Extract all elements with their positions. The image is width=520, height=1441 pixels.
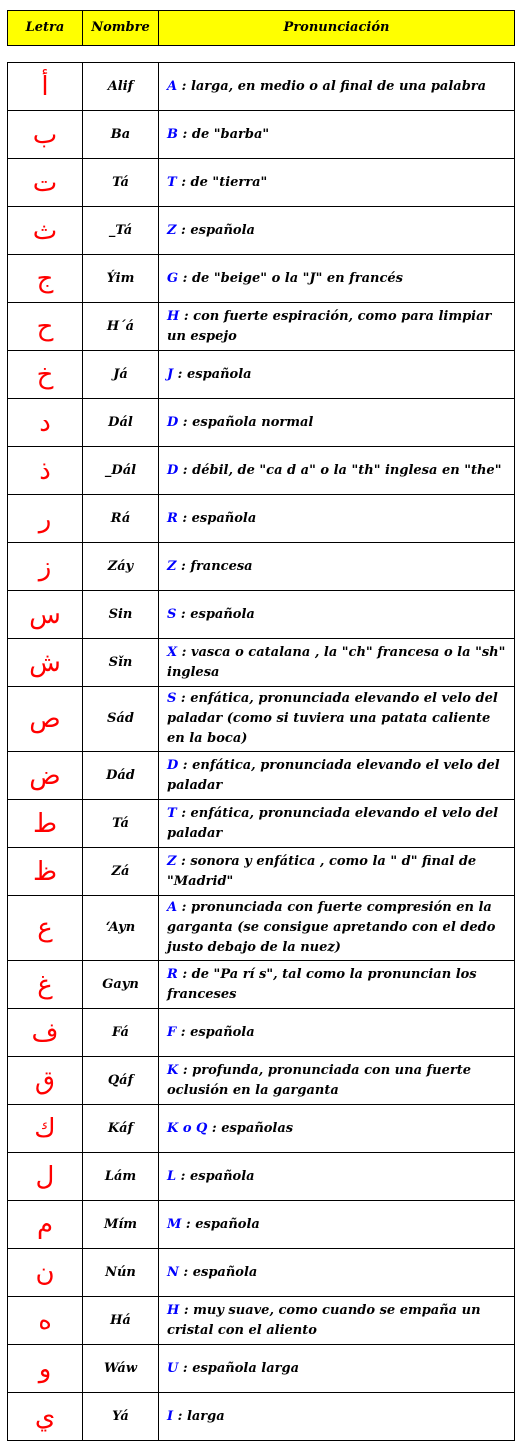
arabic-letter: ح bbox=[8, 303, 83, 351]
table-row bbox=[8, 63, 515, 111]
pronunciation-cell bbox=[159, 1249, 515, 1297]
pronunciation-cell bbox=[159, 159, 515, 207]
pronunciation-text: : española bbox=[176, 222, 255, 238]
arabic-letter: ج bbox=[8, 255, 83, 303]
pronunciation-text: : profunda, pronunciada con una fuerte oclusión en la garganta bbox=[167, 1062, 471, 1098]
pronunciation-letter: T bbox=[167, 174, 177, 190]
table-row bbox=[8, 800, 515, 848]
pronunciation-cell bbox=[159, 752, 515, 800]
pronunciation-text: : de "barba" bbox=[178, 126, 270, 142]
pronunciation-text: : muy suave, como cuando se empaña un cristal con el aliento bbox=[167, 1302, 481, 1338]
pronunciation-letter: D bbox=[167, 757, 179, 773]
pronunciation-cell bbox=[159, 255, 515, 303]
arabic-letter: ذ bbox=[8, 447, 83, 495]
pronunciation-cell bbox=[159, 1057, 515, 1105]
pronunciation-text: : pronunciada con fuerte compresión en la garganta (se consigue apretando con el dedo justo debajo de la nuez) bbox=[167, 900, 496, 955]
table-row bbox=[8, 1393, 515, 1441]
letter-name: Ýim bbox=[83, 255, 159, 303]
pronunciation-cell bbox=[159, 1201, 515, 1249]
header-pronunciacion: Pronunciación bbox=[159, 11, 515, 46]
pronunciation-text: : con fuerte espiración, como para limpiar un espejo bbox=[167, 308, 492, 344]
pronunciation-letter: S bbox=[167, 606, 177, 622]
pronunciation-letter: M bbox=[167, 1216, 182, 1232]
arabic-letter: أ bbox=[8, 63, 83, 111]
pronunciation-letter: H bbox=[167, 308, 180, 324]
pronunciation-cell bbox=[159, 1345, 515, 1393]
arabic-letter: ق bbox=[8, 1057, 83, 1105]
letter-name: Rá bbox=[83, 495, 159, 543]
pronunciation-text: : española larga bbox=[178, 1360, 300, 1376]
table-row bbox=[8, 961, 515, 1009]
pronunciation-text: : enfática, pronunciada elevando el velo del paladar bbox=[167, 805, 499, 841]
table-row bbox=[8, 1297, 515, 1345]
letter-name: Sin bbox=[83, 591, 159, 639]
arabic-letter: ب bbox=[8, 111, 83, 159]
letter-name: Já bbox=[83, 351, 159, 399]
pronunciation-letter: Z bbox=[167, 558, 177, 574]
letter-name: H´á bbox=[83, 303, 159, 351]
arabic-letter: ع bbox=[8, 896, 83, 961]
pronunciation-cell bbox=[159, 1009, 515, 1057]
pronunciation-letter: J bbox=[167, 366, 174, 382]
table-row bbox=[8, 1249, 515, 1297]
pronunciation-text: : de "Pa rí s", tal como la pronuncian los franceses bbox=[167, 966, 477, 1002]
pronunciation-text: : española bbox=[176, 1024, 255, 1040]
letter-name: _Tá bbox=[83, 207, 159, 255]
letter-name: Sǐn bbox=[83, 639, 159, 687]
table-row bbox=[8, 447, 515, 495]
pronunciation-text: : sonora y enfática , como la " d" final de "Madrid" bbox=[167, 853, 477, 889]
pronunciation-letter: I bbox=[167, 1408, 174, 1424]
letter-name: Mím bbox=[83, 1201, 159, 1249]
pronunciation-cell bbox=[159, 1153, 515, 1201]
pronunciation-letter: Z bbox=[167, 222, 177, 238]
pronunciation-text: : vasca o catalana , la "ch" francesa o la "sh" inglesa bbox=[167, 644, 506, 680]
letter-name: Záy bbox=[83, 543, 159, 591]
pronunciation-letter: L bbox=[167, 1168, 177, 1184]
table-row bbox=[8, 543, 515, 591]
pronunciation-letter: X bbox=[167, 644, 178, 660]
arabic-letter: م bbox=[8, 1201, 83, 1249]
pronunciation-letter: S bbox=[167, 691, 177, 706]
letter-name: Wáw bbox=[83, 1345, 159, 1393]
pronunciation-text: : de "tierra" bbox=[176, 174, 268, 190]
table-row bbox=[8, 1057, 515, 1105]
letter-name: Yá bbox=[83, 1393, 159, 1441]
table-row bbox=[8, 399, 515, 447]
pronunciation-cell bbox=[159, 1105, 515, 1153]
pronunciation-cell bbox=[159, 543, 515, 591]
header-row bbox=[8, 11, 515, 46]
header-nombre: Nombre bbox=[83, 11, 159, 46]
letter-name: Qáf bbox=[83, 1057, 159, 1105]
alphabet-table-body bbox=[8, 63, 515, 1441]
table-row bbox=[8, 1009, 515, 1057]
pronunciation-letter: U bbox=[167, 1360, 179, 1376]
pronunciation-text: : española bbox=[177, 510, 257, 526]
pronunciation-cell bbox=[159, 63, 515, 111]
pronunciation-letter: D bbox=[167, 414, 179, 430]
pronunciation-cell bbox=[159, 591, 515, 639]
letter-name: Káf bbox=[83, 1105, 159, 1153]
pronunciation-letter: H bbox=[167, 1302, 180, 1318]
pronunciation-text: : francesa bbox=[176, 558, 253, 574]
arabic-letter: ط bbox=[8, 800, 83, 848]
pronunciation-cell bbox=[159, 447, 515, 495]
arabic-letter: ن bbox=[8, 1249, 83, 1297]
pronunciation-cell bbox=[159, 351, 515, 399]
pronunciation-text: : española bbox=[173, 366, 252, 382]
pronunciation-text: : larga, en medio o al final de una palabra bbox=[177, 78, 487, 94]
pronunciation-letter: B bbox=[167, 126, 178, 142]
header-letra: Letra bbox=[8, 11, 83, 46]
letter-name: Alif bbox=[83, 63, 159, 111]
arabic-letter: غ bbox=[8, 961, 83, 1009]
table-row bbox=[8, 1105, 515, 1153]
pronunciation-letter: A bbox=[167, 78, 178, 94]
arabic-letter: س bbox=[8, 591, 83, 639]
table-row bbox=[8, 111, 515, 159]
pronunciation-cell bbox=[159, 687, 515, 752]
pronunciation-letter: N bbox=[167, 1264, 179, 1280]
pronunciation-letter: F bbox=[167, 1024, 177, 1040]
table-row bbox=[8, 495, 515, 543]
arabic-letter: ش bbox=[8, 639, 83, 687]
table-row bbox=[8, 591, 515, 639]
letter-name: _Dál bbox=[83, 447, 159, 495]
pronunciation-cell bbox=[159, 1393, 515, 1441]
pronunciation-text: : española normal bbox=[178, 414, 314, 430]
pronunciation-text: : española bbox=[178, 1264, 258, 1280]
letter-name: Ba bbox=[83, 111, 159, 159]
pronunciation-cell bbox=[159, 207, 515, 255]
letter-name: Lám bbox=[83, 1153, 159, 1201]
letter-name: Sád bbox=[83, 687, 159, 752]
pronunciation-letter: A bbox=[167, 900, 178, 915]
arabic-letter: د bbox=[8, 399, 83, 447]
table-row bbox=[8, 896, 515, 961]
table-row bbox=[8, 207, 515, 255]
pronunciation-cell bbox=[159, 848, 515, 896]
pronunciation-letter: Z bbox=[167, 853, 177, 869]
letter-name: Nún bbox=[83, 1249, 159, 1297]
table-row bbox=[8, 1201, 515, 1249]
pronunciation-text: : débil, de "ca d a" o la "th" inglesa en "the" bbox=[178, 462, 502, 478]
arabic-letter: ك bbox=[8, 1105, 83, 1153]
pronunciation-letter: G bbox=[167, 270, 179, 286]
letter-name: Gayn bbox=[83, 961, 159, 1009]
arabic-letter: ف bbox=[8, 1009, 83, 1057]
table-row bbox=[8, 639, 515, 687]
arabic-letter: ر bbox=[8, 495, 83, 543]
alphabet-table bbox=[7, 62, 515, 1441]
pronunciation-text: : española bbox=[176, 606, 255, 622]
letter-name: Há bbox=[83, 1297, 159, 1345]
letter-name: Dád bbox=[83, 752, 159, 800]
table-row bbox=[8, 687, 515, 752]
table-row bbox=[8, 1153, 515, 1201]
pronunciation-cell bbox=[159, 639, 515, 687]
table-header bbox=[7, 10, 515, 46]
arabic-letter: ص bbox=[8, 687, 83, 752]
arabic-letter: ض bbox=[8, 752, 83, 800]
pronunciation-cell bbox=[159, 111, 515, 159]
pronunciation-cell bbox=[159, 1297, 515, 1345]
table-row bbox=[8, 752, 515, 800]
arabic-letter: ه bbox=[8, 1297, 83, 1345]
arabic-letter: ظ bbox=[8, 848, 83, 896]
pronunciation-text: : de "beige" o la "J" en francés bbox=[178, 270, 403, 286]
arabic-letter: ت bbox=[8, 159, 83, 207]
arabic-letter: ل bbox=[8, 1153, 83, 1201]
pronunciation-cell bbox=[159, 495, 515, 543]
letter-name: Tá bbox=[83, 159, 159, 207]
table-row bbox=[8, 351, 515, 399]
pronunciation-text: : larga bbox=[173, 1408, 225, 1424]
pronunciation-text: : enfática, pronunciada elevando el velo del paladar (como si tuviera una patata caliente en la boca) bbox=[167, 691, 498, 746]
pronunciation-text: : enfática, pronunciada elevando el velo del paladar bbox=[167, 757, 500, 793]
pronunciation-letter: R bbox=[167, 510, 178, 526]
pronunciation-cell bbox=[159, 303, 515, 351]
pronunciation-cell bbox=[159, 961, 515, 1009]
arabic-letter: ث bbox=[8, 207, 83, 255]
letter-name: ‘Ayn bbox=[83, 896, 159, 961]
arabic-letter: خ bbox=[8, 351, 83, 399]
pronunciation-cell bbox=[159, 399, 515, 447]
pronunciation-letter: T bbox=[167, 805, 177, 821]
letter-name: Zá bbox=[83, 848, 159, 896]
table-row bbox=[8, 159, 515, 207]
pronunciation-cell bbox=[159, 896, 515, 961]
pronunciation-text: : española bbox=[181, 1216, 260, 1232]
pronunciation-letter: D bbox=[167, 462, 179, 478]
pronunciation-letter: K bbox=[167, 1062, 179, 1078]
letter-name: Tá bbox=[83, 800, 159, 848]
table-row bbox=[8, 255, 515, 303]
pronunciation-letter: K o Q bbox=[167, 1120, 208, 1136]
arabic-letter: و bbox=[8, 1345, 83, 1393]
arabic-letter: ي bbox=[8, 1393, 83, 1441]
table-row bbox=[8, 1345, 515, 1393]
table-row bbox=[8, 303, 515, 351]
arabic-letter: ز bbox=[8, 543, 83, 591]
letter-name: Dál bbox=[83, 399, 159, 447]
pronunciation-letter: R bbox=[167, 966, 178, 982]
pronunciation-text: : española bbox=[176, 1168, 255, 1184]
letter-name: Fá bbox=[83, 1009, 159, 1057]
pronunciation-cell bbox=[159, 800, 515, 848]
table-row bbox=[8, 848, 515, 896]
pronunciation-text: : españolas bbox=[207, 1120, 294, 1136]
